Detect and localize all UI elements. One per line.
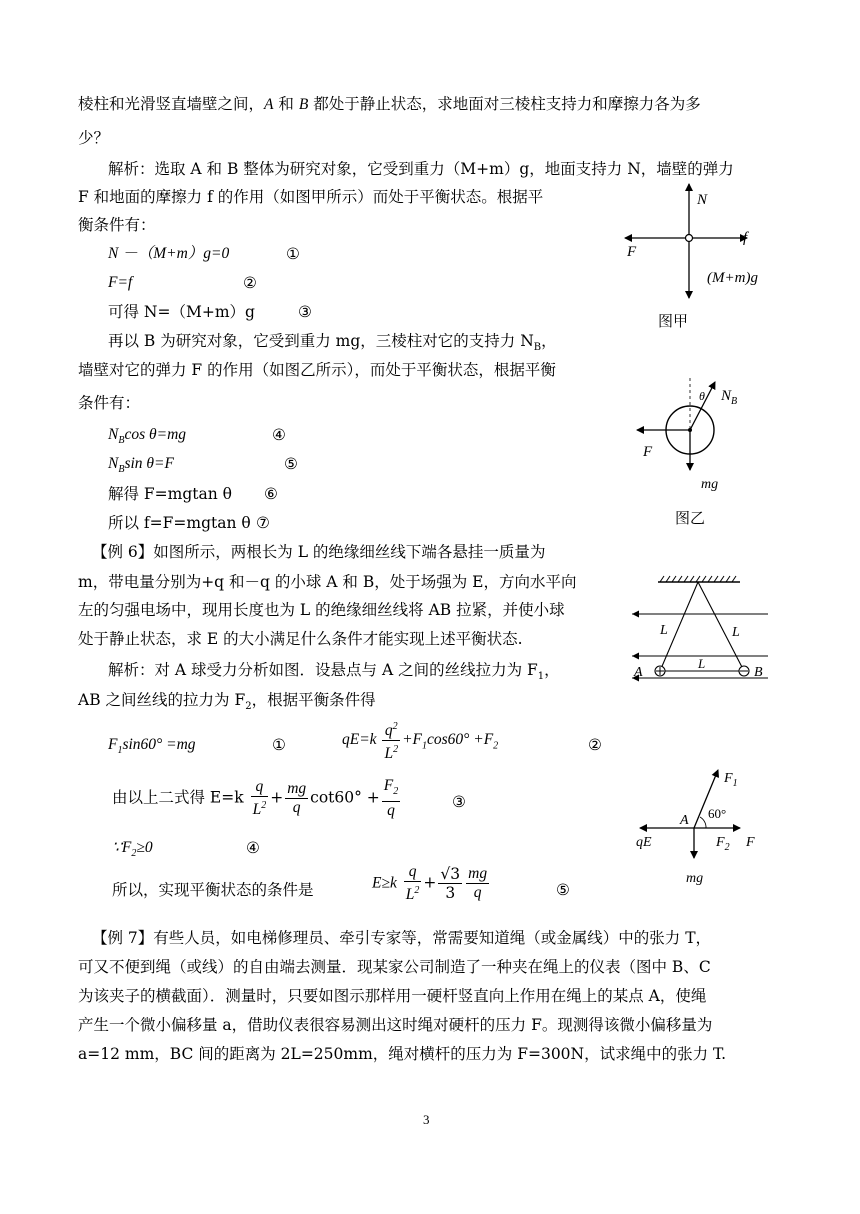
numerator: q (251, 778, 269, 797)
equation (112, 777, 402, 820)
text: 2 (131, 848, 137, 860)
text: L (405, 886, 415, 904)
equation-number: ③ (298, 303, 312, 321)
fraction (382, 718, 400, 763)
label-G: (M+m)g (707, 270, 758, 286)
text: qE=k (342, 731, 377, 749)
equation-number: ④ (272, 426, 286, 444)
text: 2 (393, 744, 399, 756)
label-L: L (698, 656, 706, 671)
paragraph-line (78, 690, 376, 717)
force-diagram-A (630, 760, 770, 890)
denominator: q (292, 799, 301, 817)
text: A (264, 96, 274, 113)
label-qE: qE (636, 835, 652, 850)
denominator (251, 797, 269, 819)
text: +F (402, 731, 422, 749)
numerator (382, 777, 400, 802)
equation-number: ④ (246, 839, 260, 857)
text: L (384, 745, 394, 763)
label-theta: θ (699, 389, 705, 403)
paragraph-line: 产生一个微小偏移量 a，借助仪表很容易测出这时绳对硬杆的压力 F。现测得该微小偏移量为 (78, 1016, 713, 1034)
force-diagram-jia (615, 180, 785, 335)
equation: 所以，实现平衡状态的条件是 (112, 881, 314, 899)
fraction (251, 778, 269, 819)
label-L: L (660, 623, 668, 638)
paragraph-line: a=12 mm，BC 间的距离为 2L=250mm，绳对横杆的压力为 F=300N，试求绳中的张力 T. (78, 1045, 727, 1063)
fraction (466, 865, 489, 902)
paragraph-line: 为该夹子的横截面）．测量时，只要如图示那样用一硬杆竖直向上作用在绳上的某点 A，使绳 (78, 987, 707, 1005)
label-F: F (643, 444, 653, 460)
text: 2 (261, 799, 267, 811)
numerator: mg (468, 865, 488, 883)
fraction (382, 777, 400, 820)
denominator (404, 882, 422, 904)
label-A: A (634, 665, 643, 680)
paragraph-line: 可又不便到绳（或线）的自由端去测量．现某家公司制造了一种夹在绳上的仪表（图中 B、C (78, 958, 711, 976)
text: 由以上二式得 E=k (112, 788, 244, 807)
denominator: q (473, 884, 482, 902)
text: sin60° =mg (122, 736, 196, 753)
text: B (118, 435, 125, 447)
equation-number: ⑥ (264, 485, 278, 503)
label-mg: mg (686, 871, 704, 886)
paragraph-line: 少？ (78, 129, 110, 147)
text: ， (541, 332, 557, 350)
text: + (270, 788, 284, 807)
text: L (252, 801, 262, 819)
fraction (404, 863, 422, 904)
equation-number: ② (588, 736, 602, 754)
paragraph-line: 处于静止状态，求 E 的大小满足什么条件才能实现上述平衡状态. (78, 630, 523, 648)
equation-number: ⑤ (284, 455, 298, 473)
label-F: F (746, 835, 755, 850)
label-F2: $F_2$ (716, 835, 730, 853)
label-F1: $F_1$ (724, 771, 738, 789)
paragraph-line: 条件有： (78, 394, 141, 412)
label-F: F (627, 244, 637, 260)
paragraph-line: 左的匀强电场中，现用长度也为 L 的绝缘细丝线将 AB 拉紧，并使小球 (78, 601, 565, 619)
label-A: A (680, 813, 689, 828)
paragraph-line (108, 660, 560, 687)
text: ，根据平衡条件得 (251, 691, 376, 709)
text: N (108, 455, 119, 472)
fraction (285, 780, 308, 817)
equation: N －（M+m）g=0 (108, 245, 230, 262)
text: B (533, 342, 542, 354)
text: 都处于静止状态，求地面对三棱柱支持力和摩擦力各为多 (308, 95, 701, 113)
denominator (382, 741, 400, 763)
equation-number: ⑤ (556, 881, 570, 899)
equation: 所以 f=F=mgtan θ (108, 514, 251, 532)
equation (108, 735, 196, 761)
text: + (423, 873, 437, 892)
equation (112, 838, 153, 864)
text: E≥k (372, 874, 397, 892)
text: 2 (392, 721, 398, 732)
equation (372, 863, 491, 904)
text: AB 之间丝线的拉力为 F (78, 691, 246, 709)
text: F (383, 777, 394, 794)
text: 1 (537, 671, 545, 683)
equation-number: ② (243, 274, 257, 292)
equation-number: ① (272, 736, 286, 754)
text: cos θ=mg (124, 426, 187, 443)
text: 再以 B 为研究对象，它受到重力 mg，三棱柱对它的支持力 N (108, 332, 534, 350)
text: sin θ=F (124, 455, 174, 472)
text: 2 (393, 786, 399, 798)
text: ∵F (112, 839, 132, 856)
text: q (384, 722, 393, 740)
text: 解析：对 A 球受力分析如图．设悬点与 A 之间的丝线拉力为 F (108, 661, 538, 679)
paragraph-line: m，带电量分别为+q 和－q 的小球 A 和 B，处于场强为 E，方向水平向 (78, 573, 577, 591)
suspended-balls-diagram (630, 568, 770, 688)
ceiling-hatch (660, 576, 736, 582)
numerator: √3 (440, 865, 461, 884)
numerator (382, 718, 400, 741)
paragraph-line (78, 94, 701, 115)
text: 1 (117, 745, 123, 757)
text: N (108, 426, 119, 443)
force-diagram-yi (625, 370, 775, 530)
point (686, 235, 693, 242)
equation-number: ① (286, 245, 300, 263)
equation: F=f (108, 274, 133, 291)
text: ， (544, 661, 560, 679)
figure-caption: 图乙 (675, 511, 706, 527)
text: B (118, 464, 125, 476)
paragraph-line: 解析：选取 A 和 B 整体为研究对象，它受到重力（M+m）g，地面支持力 N，墙壁的弹力 (108, 160, 734, 178)
paragraph-line: 墙壁对它的弹力 F 的作用（如图乙所示），而处于平衡状态，根据平衡 (78, 361, 556, 379)
label-mg: mg (701, 477, 719, 492)
text: 2 (245, 701, 252, 713)
denominator: 3 (445, 884, 456, 903)
text: cot60° + (310, 788, 380, 807)
equation: 可得 N=（M+m）g (108, 303, 255, 321)
text: 2 (414, 885, 420, 896)
text: 棱柱和光滑竖直墙壁之间， (78, 95, 265, 113)
equation (342, 718, 498, 763)
fraction (438, 865, 462, 902)
angle-arc (700, 817, 706, 828)
label-B: B (754, 665, 763, 680)
text: cos60° +F (427, 731, 494, 749)
text: 2 (493, 740, 499, 752)
numerator: q (404, 863, 422, 882)
label-NB: $N_B$ (721, 388, 738, 407)
equation-number: ③ (452, 793, 466, 811)
paragraph-line: 【例 6】如图所示，两根长为 L 的绝缘细丝线下端各悬挂一质量为 (92, 543, 546, 561)
paragraph-line (108, 331, 557, 358)
equation (108, 425, 186, 451)
page-number: 3 (423, 1112, 430, 1127)
text: ≥0 (136, 839, 153, 856)
paragraph-line: 衡条件有： (78, 216, 156, 234)
figure-caption: 图甲 (658, 314, 689, 330)
label-L: L (732, 625, 740, 640)
text: 1 (422, 740, 427, 752)
text: 和 (273, 95, 299, 113)
center (688, 428, 692, 432)
label-N: N (697, 192, 708, 208)
paragraph-line: F 和地面的摩擦力 f 的作用（如图甲所示）而处于平衡状态。根据平 (78, 188, 544, 206)
paragraph-line: 【例 7】有些人员，如电梯修理员、牵引专家等，常需要知道绳（或金属线）中的张力 T， (92, 929, 712, 947)
equation-number: ⑦ (256, 514, 270, 532)
text: F (108, 736, 118, 753)
text: B (298, 96, 309, 113)
equation: 解得 F=mgtan θ (108, 485, 233, 503)
label-angle: 60° (708, 806, 727, 821)
equation (108, 454, 174, 480)
label-f: f (743, 230, 748, 246)
numerator: mg (287, 780, 307, 798)
denominator: q (387, 802, 395, 820)
